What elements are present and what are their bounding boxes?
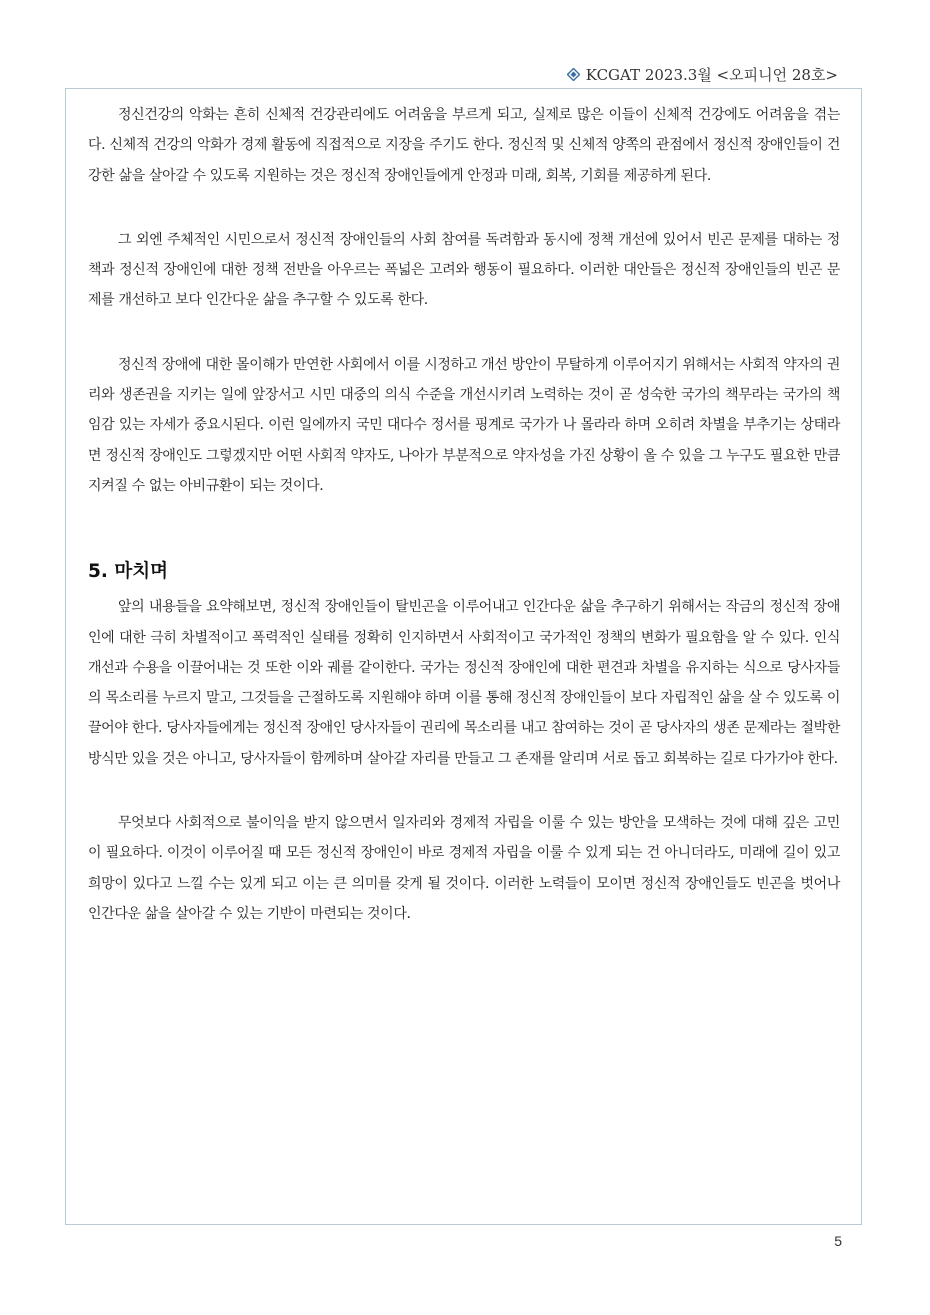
section-title: 5. 마치며: [88, 561, 168, 583]
paragraph: 무엇보다 사회적으로 불이익을 받지 않으면서 일자리와 경제적 자립을 이룰 수 있는 방안을 모색하는 것에 대해 깊은 고민이 필요하다. 이것이 이루어질 때 모든 정신적 장애인이 바로 경제적 자립을 이룰 수 있게 되는 건 아니더라도, 미래에 길이 있고 희망이 있다고 느낄 수는 있게 되고 이는 큰 의미를 갖게 될 것이다. 이러한 노력들이 모이면 정신적 장애인들도 빈곤을 벗어나 인간다운 삶을 살아갈 수 있는 기반이 마련되는 것이다.: [88, 815, 840, 922]
page-header: [567, 64, 838, 85]
paragraph: 앞의 내용들을 요약해보면, 정신적 장애인들이 탈빈곤을 이루어내고 인간다운 삶을 추구하기 위해서는 작금의 정신적 장애인에 대한 극히 차별적이고 폭력적인 실태를 정확히 인지하면서 사회적이고 국가적인 정책의 변화가 필요함을 알 수 있다. 인식 개선과 수용을 이끌어내는 것 또한 이와 궤를 같이한다. 국가는 정신적 장애인에 대한 편견과 차별을 유지하는 식으로 당사자들의 목소리를 누르지 말고, 그것들을 근절하도록 지원해야 하며 이를 통해 정신적 장애인들이 보다 자립적인 삶을 살 수 있도록 이끌어야 한다. 당사자들에게는 정신적 장애인 당사자들이 권리에 목소리를 내고 참여하는 것이 곧 당사자의 생존 문제라는 절박한 방식만 있을 것은 아니고, 당사자들이 함께하며 살아갈 자리를 만들고 그 존재를 알리며 서로 돕고 회복하는 길로 다가가야 한다.: [88, 599, 840, 767]
diamond-icon: [567, 68, 580, 81]
header-text: KCGAT 2023.3월 <오피니언 28호>: [585, 66, 838, 84]
paragraph: 정신건강의 악화는 흔히 신체적 건강관리에도 어려움을 부르게 되고, 실제로 많은 이들이 신체적 건강에도 어려움을 겪는다. 신체적 건강의 악화가 경제 활동에 직접적으로 지장을 주기도 한다. 정신적 및 신체적 양쪽의 관점에서 정신적 장애인들이 건강한 삶을 살아갈 수 있도록 지원하는 것은 정신적 장애인들에게 안정과 미래, 회복, 기회를 제공하게 된다.: [88, 107, 840, 184]
paragraph: 그 외엔 주체적인 시민으로서 정신적 장애인들의 사회 참여를 독려함과 동시에 정책 개선에 있어서 빈곤 문제를 대하는 정책과 정신적 장애인에 대한 정책 전반을 아우르는 폭넓은 고려와 행동이 필요하다. 이러한 대안들은 정신적 장애인들의 빈곤 문제를 개선하고 보다 인간다운 삶을 추구할 수 있도록 한다.: [88, 231, 840, 309]
paragraph: 정신적 장애에 대한 몰이해가 만연한 사회에서 이를 시정하고 개선 방안이 무탈하게 이루어지기 위해서는 사회적 약자의 권리와 생존권을 지키는 일에 앞장서고 시민 대중의 의식 수준을 개선시키려 노력하는 것이 곧 성숙한 국가의 책무라는 국가의 책임감 있는 자세가 중요시된다. 이런 일에까지 국민 대다수 정서를 핑계로 국가가 나 몰라라 하며 오히려 차별을 부추기는 상태라면 정신적 장애인도 그렇겠지만 어떤 사회적 약자도, 나아가 부분적으로 약자성을 가진 상황이 올 수 있을 그 누구도 필요한 만큼 지켜질 수 없는 아비규환이 되는 것이다.: [88, 356, 840, 494]
page-number: 5: [834, 1233, 842, 1249]
document-body: [88, 100, 840, 929]
